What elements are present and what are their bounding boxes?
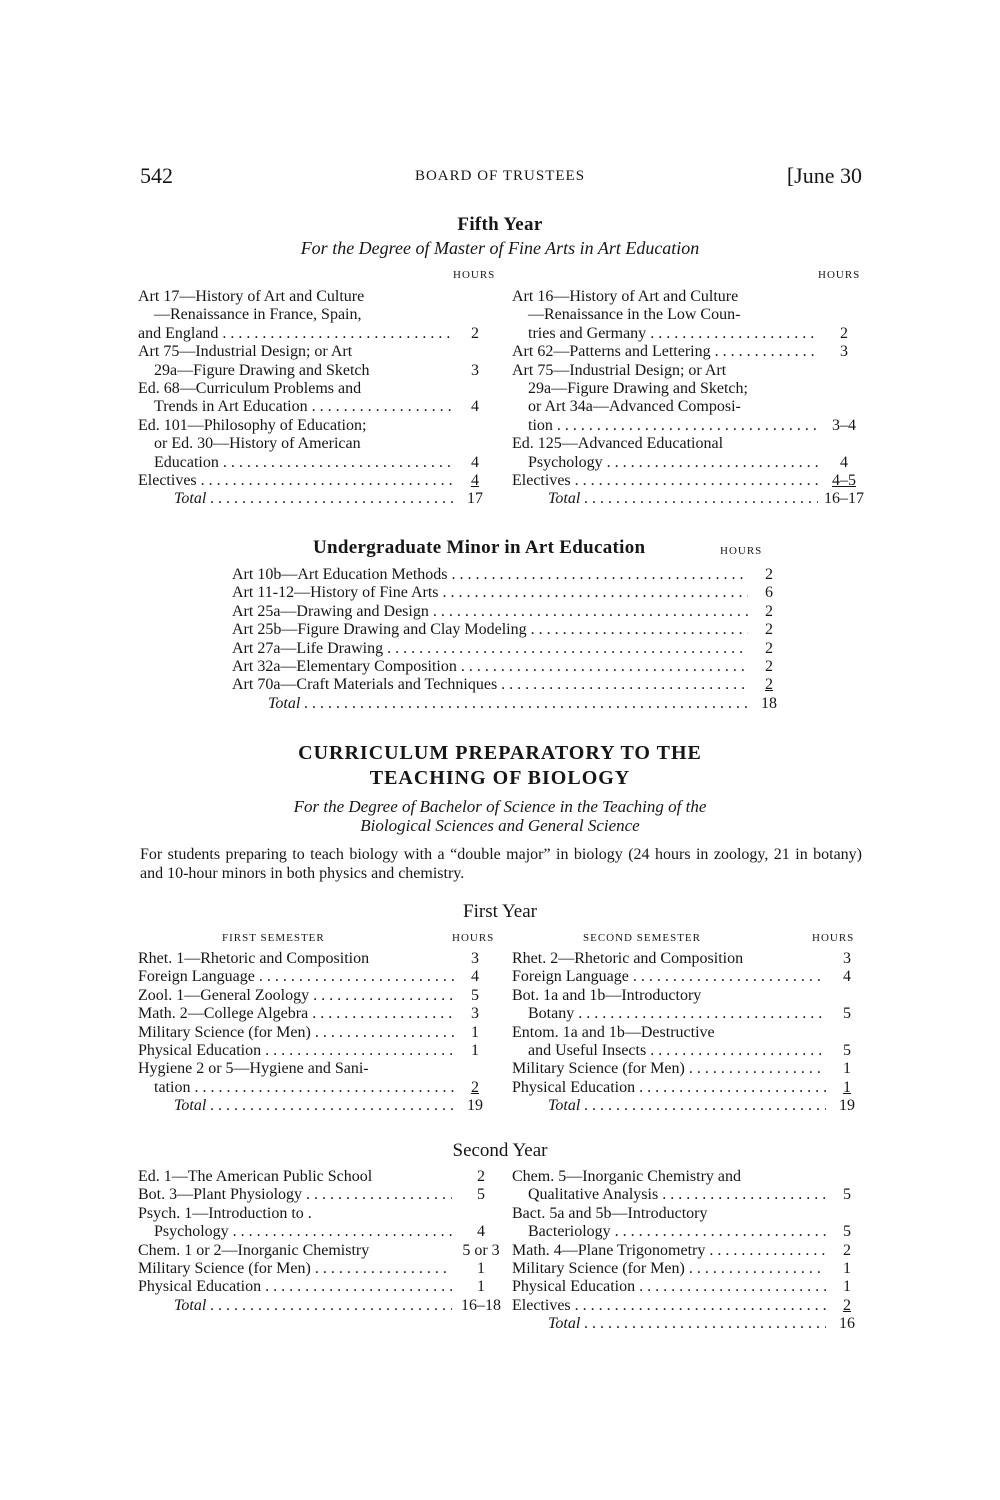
total-label: Total . . . bbox=[138, 1297, 452, 1315]
course-hours: 2 bbox=[765, 658, 773, 676]
course-title: Electives . . . bbox=[512, 472, 818, 490]
course-title: Bacteriology . . . bbox=[512, 1223, 826, 1241]
second-year-heading: Second Year bbox=[452, 1140, 548, 1161]
total-label: Total . . . bbox=[232, 695, 748, 713]
course-row bbox=[138, 968, 496, 986]
course-title: Military Science (for Men) . . . bbox=[512, 1260, 826, 1278]
course-row bbox=[138, 1186, 510, 1204]
course-title: Rhet. 2—Rhetoric and Composition bbox=[512, 950, 744, 967]
course-row bbox=[138, 1024, 496, 1042]
course-title: Psychology . . . bbox=[138, 1223, 452, 1241]
course-title: and England . . . bbox=[138, 325, 454, 343]
course-title: Math. 4—Plane Trigonometry . . . bbox=[512, 1242, 826, 1260]
course-row bbox=[138, 306, 496, 324]
course-title: Psych. 1—Introduction to . bbox=[138, 1204, 312, 1222]
course-title: or Art 34a—Advanced Composi- bbox=[528, 398, 741, 416]
course-row bbox=[512, 454, 870, 472]
course-title: Art 25b—Figure Drawing and Clay Modeling . . . bbox=[232, 621, 748, 639]
course-row bbox=[512, 417, 870, 435]
course-title: Physical Education . . . bbox=[138, 1042, 454, 1060]
course-title: Art 27a—Life Drawing . . . bbox=[232, 640, 748, 658]
course-title: Art 16—History of Art and Culture bbox=[512, 288, 739, 305]
course-row bbox=[138, 1042, 496, 1060]
course-row bbox=[512, 1186, 868, 1204]
course-row bbox=[138, 288, 496, 306]
total-row bbox=[512, 490, 870, 508]
course-hours: 5 bbox=[477, 1186, 485, 1204]
course-title: Math. 2—College Algebra . . . bbox=[138, 1005, 454, 1023]
total-row bbox=[138, 1097, 496, 1115]
course-title: Rhet. 1—Rhetoric and Composition bbox=[138, 950, 370, 967]
course-hours: 3–4 bbox=[832, 416, 856, 434]
course-row bbox=[138, 950, 496, 968]
course-title: Military Science (for Men) . . . bbox=[138, 1024, 454, 1042]
undergrad-minor-hours-label: HOURS bbox=[720, 545, 763, 557]
fifth-year-heading: Fifth Year bbox=[457, 214, 543, 235]
course-row bbox=[512, 380, 870, 398]
course-title: Art 17—History of Art and Culture bbox=[138, 288, 365, 305]
first-year-left-column bbox=[138, 950, 496, 1116]
course-row bbox=[512, 1024, 868, 1042]
course-row bbox=[138, 987, 496, 1005]
course-hours: 1 bbox=[477, 1260, 485, 1278]
biology-subheading-line1: For the Degree of Bachelor of Science in the Teaching of the bbox=[293, 797, 707, 816]
course-title: Foreign Language . . . bbox=[138, 968, 454, 986]
course-row bbox=[512, 306, 870, 324]
fifth-year-left-column bbox=[138, 288, 496, 509]
course-hours: 2 bbox=[843, 1241, 851, 1259]
course-hours: 1 bbox=[471, 1023, 479, 1041]
course-row bbox=[138, 417, 496, 435]
course-hours: 2 bbox=[471, 324, 479, 342]
course-hours: 6 bbox=[765, 584, 773, 602]
running-head-date: [June 30 bbox=[786, 163, 862, 188]
total-hours: 18 bbox=[761, 694, 777, 712]
course-hours: 5 bbox=[843, 1186, 851, 1204]
course-row bbox=[512, 1205, 868, 1223]
course-hours: 4 bbox=[471, 398, 479, 416]
course-row bbox=[138, 1223, 510, 1241]
course-title: Art 32a—Elementary Composition . . . bbox=[232, 658, 748, 676]
course-hours: 2 bbox=[843, 1296, 851, 1314]
course-title: Psychology . . . bbox=[512, 454, 818, 472]
course-title: tries and Germany . . . bbox=[512, 325, 818, 343]
second-semester-label: SECOND SEMESTER bbox=[583, 932, 701, 944]
course-title: Art 62—Patterns and Lettering . . . bbox=[512, 343, 818, 361]
course-hours: 1 bbox=[477, 1278, 485, 1296]
total-hours: 19 bbox=[467, 1097, 483, 1115]
course-hours: 5 or 3 bbox=[462, 1241, 500, 1259]
course-hours: 5 bbox=[843, 1223, 851, 1241]
course-hours: 1 bbox=[843, 1078, 851, 1096]
biology-heading-line2: TEACHING OF BIOLOGY bbox=[369, 767, 631, 789]
course-row bbox=[232, 603, 790, 621]
biology-intro-paragraph: For students preparing to teach biology with a “double major” in biology (24 hours in zoology, 21 in botany) and 10-hour minors in both physics and chemistry. bbox=[140, 846, 862, 882]
course-row bbox=[512, 1042, 868, 1060]
first-year-hours-label-right: HOURS bbox=[812, 932, 855, 944]
page-number: 542 bbox=[140, 163, 173, 188]
course-title: Military Science (for Men) . . . bbox=[512, 1060, 826, 1078]
course-hours: 5 bbox=[843, 1042, 851, 1060]
total-row bbox=[138, 1297, 510, 1315]
course-row bbox=[138, 1005, 496, 1023]
course-title: —Renaissance in the Low Coun- bbox=[528, 306, 741, 324]
course-row bbox=[138, 1242, 510, 1260]
course-row bbox=[512, 1079, 868, 1097]
course-title: Botany . . . bbox=[512, 1005, 826, 1023]
hours-label-left: HOURS bbox=[453, 269, 496, 281]
course-hours: 4 bbox=[471, 453, 479, 471]
course-title: —Renaissance in France, Spain, bbox=[154, 306, 362, 324]
total-hours: 16–17 bbox=[824, 490, 864, 508]
course-row bbox=[512, 398, 870, 416]
course-hours: 4 bbox=[840, 453, 848, 471]
course-title: Art 11-12—History of Fine Arts . . . bbox=[232, 584, 748, 602]
course-row bbox=[232, 640, 790, 658]
total-label: Total . . . bbox=[512, 1097, 826, 1115]
total-hours: 17 bbox=[467, 490, 483, 508]
course-title: Art 25a—Drawing and Design . . . bbox=[232, 603, 748, 621]
course-title: Electives . . . bbox=[512, 1297, 826, 1315]
course-hours: 4–5 bbox=[832, 472, 856, 490]
course-row bbox=[138, 362, 496, 380]
first-year-right-column bbox=[512, 950, 868, 1116]
course-row bbox=[512, 362, 870, 380]
course-hours: 3 bbox=[840, 343, 848, 361]
course-title: Chem. 5—Inorganic Chemistry and bbox=[512, 1168, 741, 1185]
course-title: Bot. 1a and 1b—Introductory bbox=[512, 986, 702, 1004]
course-row bbox=[512, 1278, 868, 1296]
course-hours: 2 bbox=[840, 324, 848, 342]
course-title: Qualitative Analysis . . . bbox=[512, 1186, 826, 1204]
first-year-hours-label-left: HOURS bbox=[452, 932, 495, 944]
first-year-heading: First Year bbox=[463, 901, 537, 922]
course-title: Electives . . . bbox=[138, 472, 454, 490]
total-label: Total . . . bbox=[138, 1097, 454, 1115]
course-hours: 2 bbox=[765, 602, 773, 620]
course-title: Bact. 5a and 5b—Introductory bbox=[512, 1204, 708, 1222]
course-hours: 4 bbox=[843, 968, 851, 986]
course-row bbox=[512, 288, 870, 306]
course-hours: 1 bbox=[843, 1260, 851, 1278]
course-row bbox=[512, 1005, 868, 1023]
course-hours: 4 bbox=[477, 1223, 485, 1241]
course-row bbox=[138, 472, 496, 490]
course-row bbox=[138, 435, 496, 453]
course-row bbox=[138, 1278, 510, 1296]
total-row bbox=[138, 490, 496, 508]
course-title: Art 75—Industrial Design; or Art bbox=[138, 343, 353, 361]
course-row bbox=[512, 472, 870, 490]
course-hours: 3 bbox=[843, 950, 851, 967]
course-title: Bot. 3—Plant Physiology . . . bbox=[138, 1186, 452, 1204]
total-row bbox=[232, 695, 790, 713]
course-title: Ed. 1—The American Public School bbox=[138, 1168, 373, 1185]
course-title: tation . . . bbox=[138, 1079, 454, 1097]
course-hours: 1 bbox=[843, 1060, 851, 1078]
total-label: Total . . . bbox=[512, 490, 818, 508]
second-year-right-column bbox=[512, 1168, 868, 1334]
course-row bbox=[138, 398, 496, 416]
total-label: Total . . . bbox=[138, 490, 454, 508]
course-title: Ed. 101—Philosophy of Education; bbox=[138, 416, 367, 434]
course-hours: 5 bbox=[471, 986, 479, 1004]
course-title: Education . . . bbox=[138, 454, 454, 472]
course-row bbox=[138, 1205, 510, 1223]
course-row bbox=[512, 435, 870, 453]
course-hours: 2 bbox=[765, 566, 773, 583]
course-row bbox=[138, 1260, 510, 1278]
course-title: Hygiene 2 or 5—Hygiene and Sani- bbox=[138, 1060, 369, 1078]
course-title: Physical Education . . . bbox=[512, 1278, 826, 1296]
course-hours: 2 bbox=[765, 676, 773, 694]
total-hours: 19 bbox=[839, 1097, 855, 1115]
course-row bbox=[512, 1242, 868, 1260]
fifth-year-subheading: For the Degree of Master of Fine Arts in Art Education bbox=[300, 238, 700, 258]
course-title: Zool. 1—General Zoology . . . bbox=[138, 987, 454, 1005]
course-title: Ed. 68—Curriculum Problems and bbox=[138, 380, 362, 398]
hours-label-right: HOURS bbox=[818, 269, 861, 281]
course-title: or Ed. 30—History of American bbox=[154, 435, 361, 453]
course-hours: 5 bbox=[843, 1005, 851, 1023]
course-row bbox=[512, 1168, 868, 1186]
second-year-left-column bbox=[138, 1168, 510, 1315]
course-hours: 1 bbox=[471, 1042, 479, 1060]
course-row bbox=[512, 325, 870, 343]
course-row bbox=[138, 1168, 510, 1186]
course-row bbox=[138, 454, 496, 472]
total-hours: 16 bbox=[839, 1315, 855, 1333]
course-row bbox=[232, 566, 790, 584]
course-row bbox=[512, 343, 870, 361]
course-row bbox=[512, 968, 868, 986]
course-title: Ed. 125—Advanced Educational bbox=[512, 435, 724, 453]
course-row bbox=[512, 1297, 868, 1315]
total-label: Total . . . bbox=[512, 1315, 826, 1333]
course-hours: 2 bbox=[765, 621, 773, 639]
first-semester-label: FIRST SEMESTER bbox=[222, 932, 325, 944]
course-hours: 3 bbox=[471, 1005, 479, 1023]
course-row bbox=[138, 343, 496, 361]
course-row bbox=[138, 380, 496, 398]
course-row bbox=[512, 1060, 868, 1078]
course-title: Military Science (for Men) . . . bbox=[138, 1260, 452, 1278]
course-row bbox=[232, 658, 790, 676]
course-hours: 3 bbox=[471, 950, 479, 967]
course-title: tion . . . bbox=[512, 417, 818, 435]
course-row bbox=[232, 676, 790, 694]
course-title: Chem. 1 or 2—Inorganic Chemistry bbox=[138, 1241, 370, 1259]
course-hours: 2 bbox=[765, 639, 773, 657]
course-row bbox=[512, 950, 868, 968]
course-hours: 2 bbox=[471, 1078, 479, 1096]
course-row bbox=[512, 1260, 868, 1278]
course-title: Foreign Language . . . bbox=[512, 968, 826, 986]
course-hours: 1 bbox=[843, 1278, 851, 1296]
course-title: Art 10b—Art Education Methods . . . bbox=[232, 566, 748, 584]
course-title: Physical Education . . . bbox=[138, 1278, 452, 1296]
total-row bbox=[512, 1315, 868, 1333]
course-title: Art 70a—Craft Materials and Techniques . . . bbox=[232, 676, 748, 694]
total-hours: 16–18 bbox=[461, 1296, 501, 1314]
biology-heading-line1: CURRICULUM PREPARATORY TO THE bbox=[298, 742, 702, 764]
biology-subheading-line2: Biological Sciences and General Science bbox=[360, 816, 640, 835]
course-title: Physical Education . . . bbox=[512, 1079, 826, 1097]
course-title: 29a—Figure Drawing and Sketch; bbox=[528, 380, 748, 398]
course-hours: 4 bbox=[471, 968, 479, 986]
course-row bbox=[138, 325, 496, 343]
total-row bbox=[512, 1097, 868, 1115]
course-hours: 3 bbox=[471, 361, 479, 379]
course-row bbox=[232, 584, 790, 602]
course-row bbox=[512, 987, 868, 1005]
course-title: and Useful Insects . . . bbox=[512, 1042, 826, 1060]
course-title: Trends in Art Education . . . bbox=[138, 398, 454, 416]
course-hours: 4 bbox=[471, 472, 479, 490]
course-title: Entom. 1a and 1b—Destructive bbox=[512, 1023, 715, 1041]
undergrad-minor-heading: Undergraduate Minor in Art Education bbox=[313, 537, 646, 558]
course-row bbox=[138, 1079, 496, 1097]
course-title: 29a—Figure Drawing and Sketch bbox=[154, 361, 370, 379]
course-row bbox=[232, 621, 790, 639]
course-title: Art 75—Industrial Design; or Art bbox=[512, 361, 727, 379]
undergrad-minor-list bbox=[232, 566, 790, 713]
course-row bbox=[138, 1060, 496, 1078]
course-row bbox=[512, 1223, 868, 1241]
course-hours: 2 bbox=[477, 1168, 485, 1185]
running-head-title: BOARD OF TRUSTEES bbox=[414, 168, 586, 184]
fifth-year-right-column bbox=[512, 288, 870, 509]
